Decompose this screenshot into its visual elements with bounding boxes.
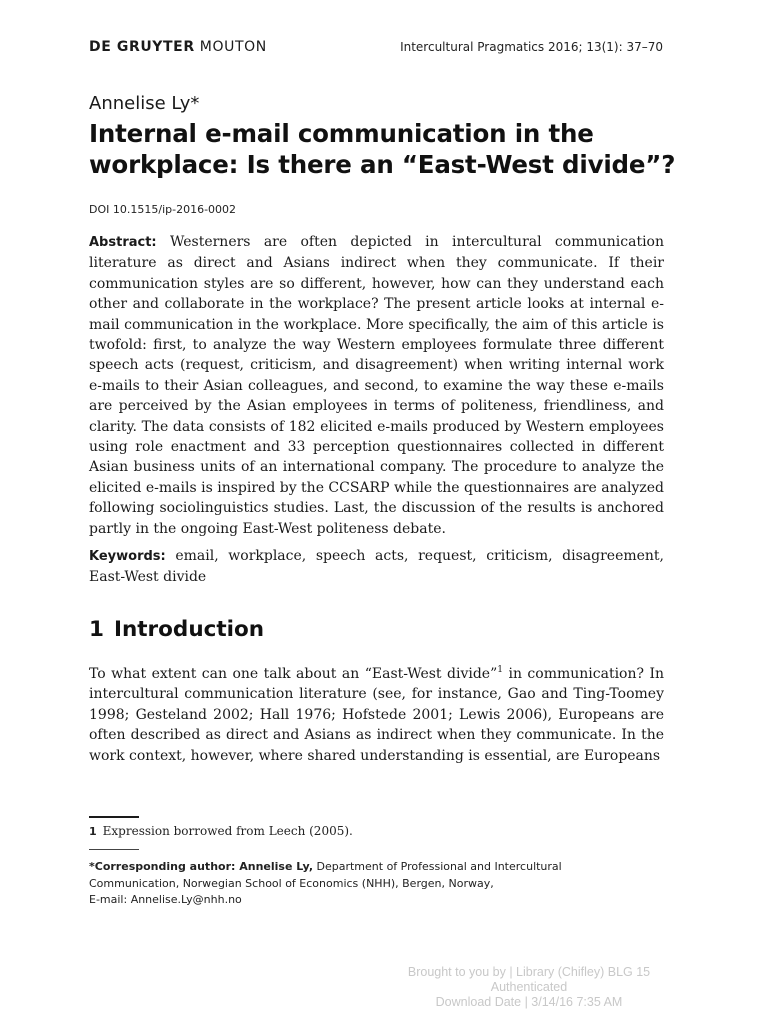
corresponding-divider [89,849,139,850]
title-line-2: workplace: Is there an “East-West divide”? [89,150,676,179]
publisher-name: DE GRUYTER MOUTON [89,39,267,55]
footnote-reference[interactable]: 1 [497,665,503,675]
keywords-text: email, workplace, speech acts, request, criticism, disagreement, East-West divide [89,548,665,586]
keywords-paragraph [89,546,664,588]
download-watermark [384,965,674,1010]
corresponding-affiliation: Department of Professional and Intercultural Communication, Norwegian School of Economics (NHH), Bergen, Norway, [89,860,562,890]
keywords-label: Keywords: [89,549,166,564]
title-line-1: Internal e-mail communication in the [89,119,594,148]
author-name: Annelise Ly* [89,93,200,114]
article-title [89,118,689,180]
watermark-line-2: Authenticated [490,980,568,994]
section-heading [89,617,264,642]
section-number: 1 [89,617,104,642]
corresponding-label: *Corresponding author: Annelise Ly, [89,860,314,873]
corresponding-email[interactable]: E-mail: Annelise.Ly@nhh.no [89,893,242,906]
watermark-line-3: Download Date | 3/14/16 7:35 AM [435,995,623,1009]
footnote [89,824,353,838]
footnote-number: 1 [89,825,97,838]
abstract-paragraph [89,232,664,539]
abstract-label: Abstract: [89,235,157,250]
journal-reference: Intercultural Pragmatics 2016; 13(1): 37–70 [400,40,663,54]
doi-link[interactable]: DOI 10.1515/ip-2016-0002 [89,203,237,216]
abstract-text: Westerners are often depicted in intercultural communication literature as direct and Asians indirect when they communicate. If their communication styles are so different, however, how can they understand each other and collaborate in the workplace? The present article looks at internal e-mail communication in the workplace. More specifically, the aim of this article is twofold: first, to analyze the way Western employees formulate three different speech acts (request, criticism, and disagreement) when writing internal work e-mails to their Asian colleagues, and second, to examine the way these e-mails are perceived by the Asian employees in terms of politeness, friendliness, and clarity. The data consists of 182 elicited e-mails produced by Western employees using role enactment and 33 perception questionnaires collected in different Asian business units of an international company. The procedure to analyze the elicited e-mails is inspired by the CCSARP while the questionnaires are analyzed following sociolinguistics studies. Last, the discussion of the results is anchored partly in the ongoing East-West politeness debate. [89,234,664,537]
footnote-divider [89,816,139,818]
watermark-line-1: Brought to you by | Library (Chifley) BLG 15 [407,965,651,979]
intro-text-end: in communication? In intercultural communication literature (see, for instance, Gao and Ting-Toomey 1998; Gesteland 2002; Hall 1976; Hofstede 2001; Lewis 2006), Europeans are often described as direct and Asians as indirect when they communicate. In the work context, however, where shared understanding is essential, are Europeans [89,666,665,764]
section-title: Introduction [113,617,265,642]
footnote-text: Expression borrowed from Leech (2005). [102,824,353,838]
intro-text-start: To what extent can one talk about an “East-West divide” [89,666,498,682]
corresponding-author-note [89,859,649,909]
intro-paragraph [89,664,664,766]
